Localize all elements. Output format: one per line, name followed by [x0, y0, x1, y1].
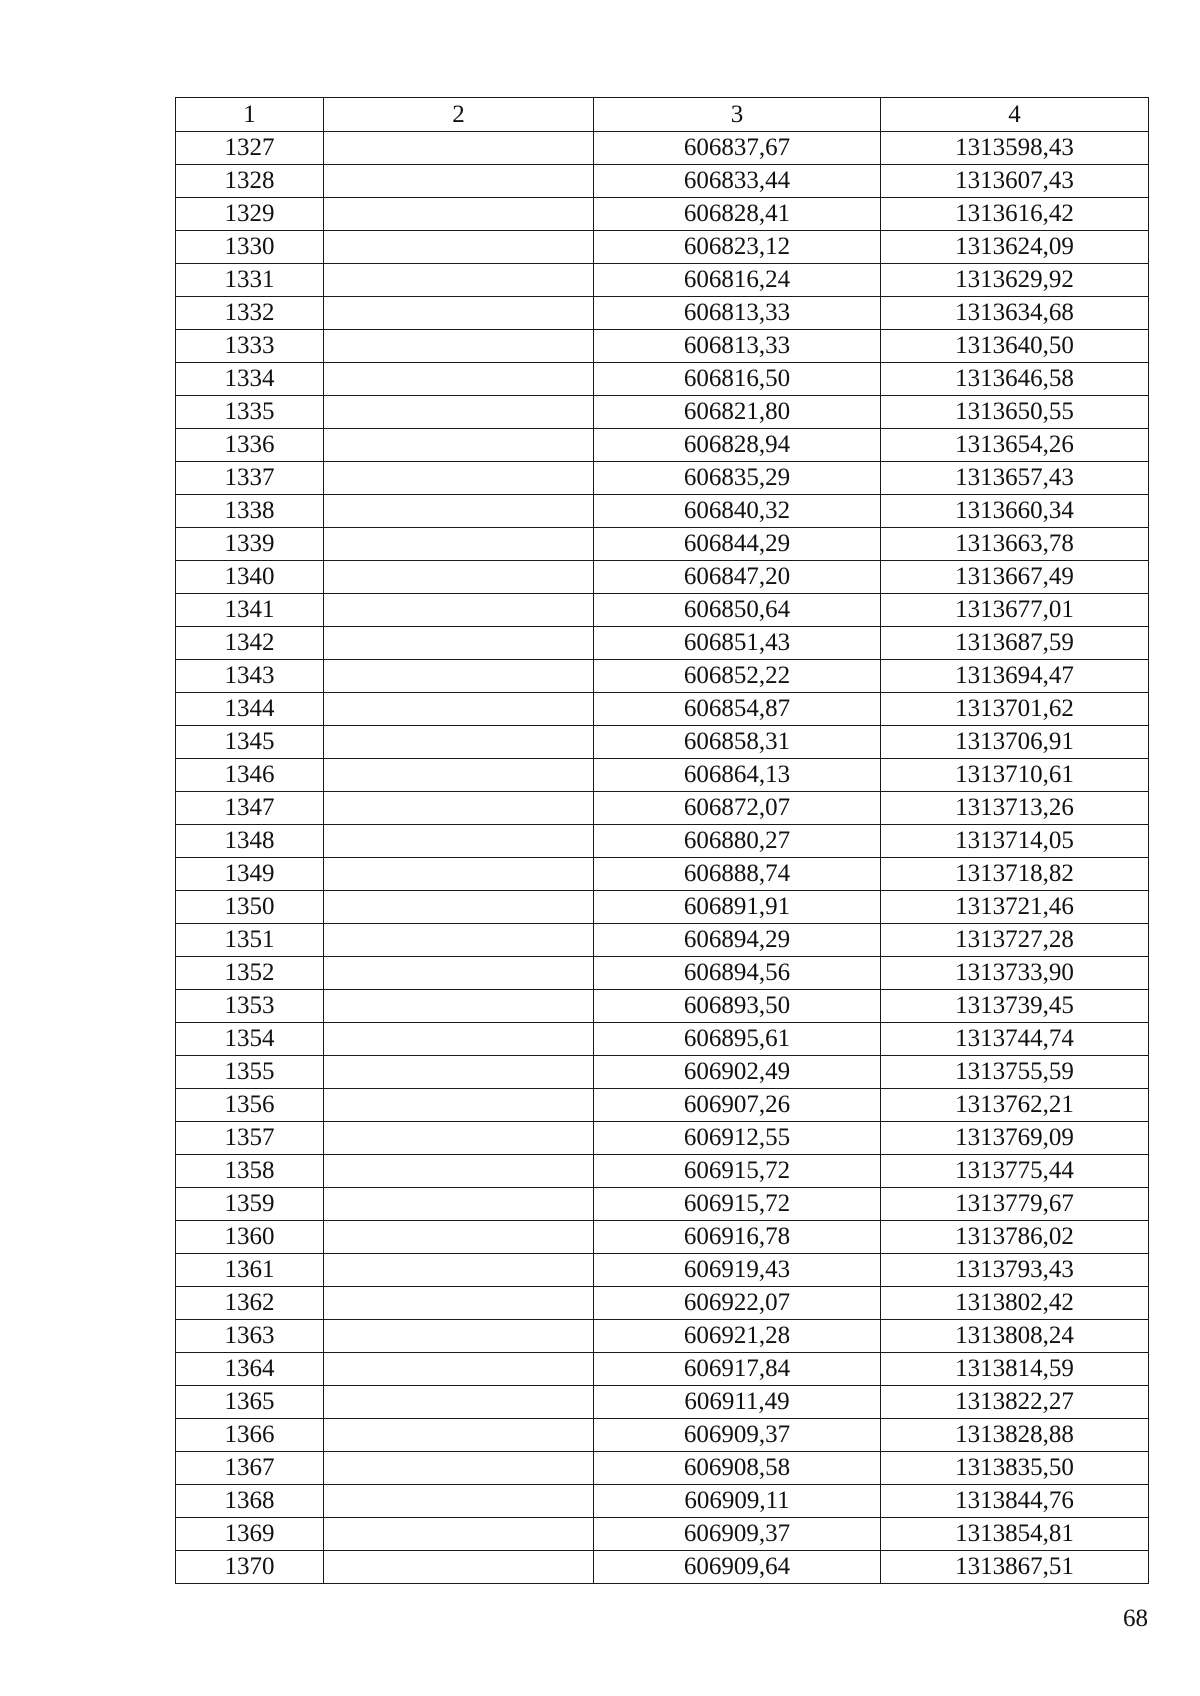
column-2-cell: [324, 264, 594, 297]
table-row: [176, 1023, 1149, 1056]
point-number-cell: 1336: [176, 429, 324, 462]
table-row: [176, 1386, 1149, 1419]
column-2-cell: [324, 363, 594, 396]
x-coordinate-cell: 606895,61: [594, 1023, 881, 1056]
table-row: [176, 660, 1149, 693]
table-row: [176, 231, 1149, 264]
y-coordinate-cell: 1313654,26: [881, 429, 1149, 462]
column-2-cell: [324, 528, 594, 561]
x-coordinate-cell: 606837,67: [594, 132, 881, 165]
y-coordinate-cell: 1313629,92: [881, 264, 1149, 297]
point-number-cell: 1358: [176, 1155, 324, 1188]
y-coordinate-cell: 1313713,26: [881, 792, 1149, 825]
y-coordinate-cell: 1313822,27: [881, 1386, 1149, 1419]
point-number-cell: 1331: [176, 264, 324, 297]
x-coordinate-cell: 606854,87: [594, 693, 881, 726]
column-2-cell: [324, 594, 594, 627]
column-2-cell: [324, 297, 594, 330]
point-number-cell: 1330: [176, 231, 324, 264]
column-2-cell: [324, 1518, 594, 1551]
column-2-cell: [324, 1122, 594, 1155]
point-number-cell: 1353: [176, 990, 324, 1023]
column-2-cell: [324, 462, 594, 495]
table-row: [176, 1254, 1149, 1287]
column-2-cell: [324, 891, 594, 924]
table-row: [176, 1419, 1149, 1452]
point-number-cell: 1335: [176, 396, 324, 429]
x-coordinate-cell: 606919,43: [594, 1254, 881, 1287]
column-2-cell: [324, 627, 594, 660]
table-row: [176, 495, 1149, 528]
x-coordinate-cell: 606835,29: [594, 462, 881, 495]
point-number-cell: 1333: [176, 330, 324, 363]
table-row: [176, 198, 1149, 231]
table-row: [176, 528, 1149, 561]
y-coordinate-cell: 1313779,67: [881, 1188, 1149, 1221]
x-coordinate-cell: 606888,74: [594, 858, 881, 891]
point-number-cell: 1350: [176, 891, 324, 924]
x-coordinate-cell: 606851,43: [594, 627, 881, 660]
point-number-cell: 1367: [176, 1452, 324, 1485]
point-number-cell: 1368: [176, 1485, 324, 1518]
x-coordinate-cell: 606908,58: [594, 1452, 881, 1485]
table-row: [176, 858, 1149, 891]
column-2-cell: [324, 957, 594, 990]
y-coordinate-cell: 1313867,51: [881, 1551, 1149, 1584]
y-coordinate-cell: 1313607,43: [881, 165, 1149, 198]
point-number-cell: 1337: [176, 462, 324, 495]
table-row: [176, 363, 1149, 396]
column-2-cell: [324, 330, 594, 363]
y-coordinate-cell: 1313835,50: [881, 1452, 1149, 1485]
table-row: [176, 1551, 1149, 1584]
x-coordinate-cell: 606907,26: [594, 1089, 881, 1122]
point-number-cell: 1327: [176, 132, 324, 165]
column-2-cell: [324, 429, 594, 462]
header-cell-3: 3: [594, 98, 881, 132]
table-row: [176, 462, 1149, 495]
column-2-cell: [324, 858, 594, 891]
table-row: [176, 165, 1149, 198]
column-2-cell: [324, 825, 594, 858]
x-coordinate-cell: 606902,49: [594, 1056, 881, 1089]
y-coordinate-cell: 1313786,02: [881, 1221, 1149, 1254]
point-number-cell: 1342: [176, 627, 324, 660]
point-number-cell: 1348: [176, 825, 324, 858]
table-row: [176, 792, 1149, 825]
point-number-cell: 1339: [176, 528, 324, 561]
y-coordinate-cell: 1313721,46: [881, 891, 1149, 924]
table-row: [176, 264, 1149, 297]
x-coordinate-cell: 606909,37: [594, 1419, 881, 1452]
table-row: [176, 891, 1149, 924]
y-coordinate-cell: 1313706,91: [881, 726, 1149, 759]
y-coordinate-cell: 1313616,42: [881, 198, 1149, 231]
y-coordinate-cell: 1313687,59: [881, 627, 1149, 660]
point-number-cell: 1349: [176, 858, 324, 891]
y-coordinate-cell: 1313677,01: [881, 594, 1149, 627]
header-cell-4: 4: [881, 98, 1149, 132]
point-number-cell: 1360: [176, 1221, 324, 1254]
table-row: [176, 957, 1149, 990]
table-row: [176, 1155, 1149, 1188]
column-2-cell: [324, 759, 594, 792]
x-coordinate-cell: 606821,80: [594, 396, 881, 429]
x-coordinate-cell: 606852,22: [594, 660, 881, 693]
point-number-cell: 1361: [176, 1254, 324, 1287]
table-header: [176, 98, 1149, 132]
x-coordinate-cell: 606915,72: [594, 1188, 881, 1221]
table-row: [176, 1353, 1149, 1386]
x-coordinate-cell: 606911,49: [594, 1386, 881, 1419]
table-body: [176, 132, 1149, 1584]
column-2-cell: [324, 396, 594, 429]
y-coordinate-cell: 1313657,43: [881, 462, 1149, 495]
y-coordinate-cell: 1313624,09: [881, 231, 1149, 264]
y-coordinate-cell: 1313854,81: [881, 1518, 1149, 1551]
y-coordinate-cell: 1313634,68: [881, 297, 1149, 330]
x-coordinate-cell: 606894,56: [594, 957, 881, 990]
y-coordinate-cell: 1313663,78: [881, 528, 1149, 561]
y-coordinate-cell: 1313714,05: [881, 825, 1149, 858]
y-coordinate-cell: 1313667,49: [881, 561, 1149, 594]
x-coordinate-cell: 606891,91: [594, 891, 881, 924]
column-2-cell: [324, 1386, 594, 1419]
column-2-cell: [324, 1452, 594, 1485]
y-coordinate-cell: 1313640,50: [881, 330, 1149, 363]
x-coordinate-cell: 606880,27: [594, 825, 881, 858]
point-number-cell: 1363: [176, 1320, 324, 1353]
table-row: [176, 1485, 1149, 1518]
x-coordinate-cell: 606816,50: [594, 363, 881, 396]
point-number-cell: 1366: [176, 1419, 324, 1452]
page-number: 68: [1123, 1605, 1148, 1632]
y-coordinate-cell: 1313739,45: [881, 990, 1149, 1023]
header-cell-1: 1: [176, 98, 324, 132]
column-2-cell: [324, 1056, 594, 1089]
table-row: [176, 1221, 1149, 1254]
y-coordinate-cell: 1313701,62: [881, 693, 1149, 726]
x-coordinate-cell: 606813,33: [594, 330, 881, 363]
column-2-cell: [324, 1188, 594, 1221]
point-number-cell: 1357: [176, 1122, 324, 1155]
x-coordinate-cell: 606921,28: [594, 1320, 881, 1353]
y-coordinate-cell: 1313769,09: [881, 1122, 1149, 1155]
column-2-cell: [324, 660, 594, 693]
y-coordinate-cell: 1313775,44: [881, 1155, 1149, 1188]
point-number-cell: 1369: [176, 1518, 324, 1551]
x-coordinate-cell: 606858,31: [594, 726, 881, 759]
point-number-cell: 1362: [176, 1287, 324, 1320]
x-coordinate-cell: 606872,07: [594, 792, 881, 825]
point-number-cell: 1356: [176, 1089, 324, 1122]
point-number-cell: 1347: [176, 792, 324, 825]
table-row: [176, 396, 1149, 429]
coordinates-table: [175, 97, 1149, 1584]
y-coordinate-cell: 1313733,90: [881, 957, 1149, 990]
header-row: [176, 98, 1149, 132]
y-coordinate-cell: 1313744,74: [881, 1023, 1149, 1056]
point-number-cell: 1351: [176, 924, 324, 957]
y-coordinate-cell: 1313793,43: [881, 1254, 1149, 1287]
column-2-cell: [324, 693, 594, 726]
table-row: [176, 1287, 1149, 1320]
x-coordinate-cell: 606909,11: [594, 1485, 881, 1518]
y-coordinate-cell: 1313755,59: [881, 1056, 1149, 1089]
point-number-cell: 1334: [176, 363, 324, 396]
point-number-cell: 1344: [176, 693, 324, 726]
column-2-cell: [324, 165, 594, 198]
point-number-cell: 1346: [176, 759, 324, 792]
x-coordinate-cell: 606909,64: [594, 1551, 881, 1584]
column-2-cell: [324, 1287, 594, 1320]
x-coordinate-cell: 606909,37: [594, 1518, 881, 1551]
y-coordinate-cell: 1313650,55: [881, 396, 1149, 429]
column-2-cell: [324, 1221, 594, 1254]
table-row: [176, 924, 1149, 957]
x-coordinate-cell: 606847,20: [594, 561, 881, 594]
x-coordinate-cell: 606864,13: [594, 759, 881, 792]
x-coordinate-cell: 606893,50: [594, 990, 881, 1023]
x-coordinate-cell: 606922,07: [594, 1287, 881, 1320]
x-coordinate-cell: 606828,94: [594, 429, 881, 462]
table-row: [176, 1452, 1149, 1485]
x-coordinate-cell: 606915,72: [594, 1155, 881, 1188]
x-coordinate-cell: 606894,29: [594, 924, 881, 957]
table-row: [176, 429, 1149, 462]
x-coordinate-cell: 606813,33: [594, 297, 881, 330]
table-row: [176, 1188, 1149, 1221]
column-2-cell: [324, 198, 594, 231]
point-number-cell: 1340: [176, 561, 324, 594]
table-row: [176, 1518, 1149, 1551]
point-number-cell: 1338: [176, 495, 324, 528]
point-number-cell: 1328: [176, 165, 324, 198]
column-2-cell: [324, 231, 594, 264]
y-coordinate-cell: 1313762,21: [881, 1089, 1149, 1122]
table-row: [176, 330, 1149, 363]
point-number-cell: 1352: [176, 957, 324, 990]
x-coordinate-cell: 606912,55: [594, 1122, 881, 1155]
point-number-cell: 1341: [176, 594, 324, 627]
table-row: [176, 1122, 1149, 1155]
column-2-cell: [324, 561, 594, 594]
y-coordinate-cell: 1313844,76: [881, 1485, 1149, 1518]
table-row: [176, 561, 1149, 594]
table-row: [176, 1056, 1149, 1089]
y-coordinate-cell: 1313598,43: [881, 132, 1149, 165]
point-number-cell: 1345: [176, 726, 324, 759]
column-2-cell: [324, 495, 594, 528]
y-coordinate-cell: 1313727,28: [881, 924, 1149, 957]
table-row: [176, 990, 1149, 1023]
x-coordinate-cell: 606816,24: [594, 264, 881, 297]
column-2-cell: [324, 1155, 594, 1188]
table-row: [176, 297, 1149, 330]
y-coordinate-cell: 1313660,34: [881, 495, 1149, 528]
column-2-cell: [324, 1353, 594, 1386]
column-2-cell: [324, 1089, 594, 1122]
point-number-cell: 1365: [176, 1386, 324, 1419]
column-2-cell: [324, 792, 594, 825]
y-coordinate-cell: 1313814,59: [881, 1353, 1149, 1386]
x-coordinate-cell: 606844,29: [594, 528, 881, 561]
point-number-cell: 1354: [176, 1023, 324, 1056]
y-coordinate-cell: 1313828,88: [881, 1419, 1149, 1452]
point-number-cell: 1359: [176, 1188, 324, 1221]
point-number-cell: 1370: [176, 1551, 324, 1584]
y-coordinate-cell: 1313694,47: [881, 660, 1149, 693]
table-row: [176, 726, 1149, 759]
y-coordinate-cell: 1313808,24: [881, 1320, 1149, 1353]
column-2-cell: [324, 1551, 594, 1584]
point-number-cell: 1364: [176, 1353, 324, 1386]
column-2-cell: [324, 990, 594, 1023]
column-2-cell: [324, 1485, 594, 1518]
table-row: [176, 825, 1149, 858]
x-coordinate-cell: 606840,32: [594, 495, 881, 528]
x-coordinate-cell: 606850,64: [594, 594, 881, 627]
y-coordinate-cell: 1313718,82: [881, 858, 1149, 891]
table-row: [176, 759, 1149, 792]
point-number-cell: 1343: [176, 660, 324, 693]
table-row: [176, 594, 1149, 627]
point-number-cell: 1332: [176, 297, 324, 330]
y-coordinate-cell: 1313710,61: [881, 759, 1149, 792]
column-2-cell: [324, 924, 594, 957]
column-2-cell: [324, 132, 594, 165]
column-2-cell: [324, 726, 594, 759]
table-row: [176, 627, 1149, 660]
point-number-cell: 1329: [176, 198, 324, 231]
column-2-cell: [324, 1419, 594, 1452]
table-row: [176, 1089, 1149, 1122]
x-coordinate-cell: 606823,12: [594, 231, 881, 264]
x-coordinate-cell: 606916,78: [594, 1221, 881, 1254]
x-coordinate-cell: 606828,41: [594, 198, 881, 231]
table-row: [176, 693, 1149, 726]
column-2-cell: [324, 1320, 594, 1353]
point-number-cell: 1355: [176, 1056, 324, 1089]
table-row: [176, 1320, 1149, 1353]
x-coordinate-cell: 606917,84: [594, 1353, 881, 1386]
column-2-cell: [324, 1254, 594, 1287]
y-coordinate-cell: 1313802,42: [881, 1287, 1149, 1320]
y-coordinate-cell: 1313646,58: [881, 363, 1149, 396]
table-row: [176, 132, 1149, 165]
header-cell-2: 2: [324, 98, 594, 132]
x-coordinate-cell: 606833,44: [594, 165, 881, 198]
column-2-cell: [324, 1023, 594, 1056]
